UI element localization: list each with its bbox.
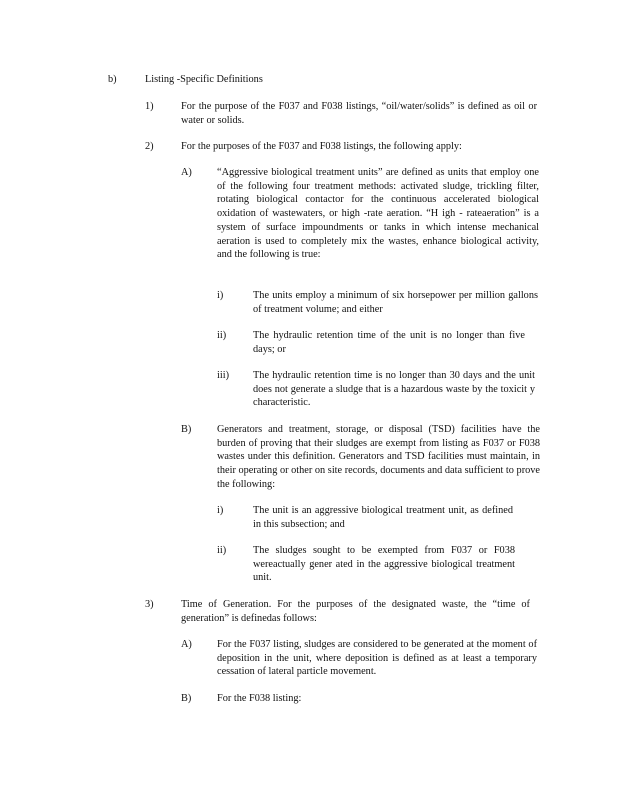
- item-2-b-i-text: The unit is an aggressive biological treatment unit, as defined in this subsection; and: [253, 505, 513, 530]
- item-3-a-text: For the F037 listing, sludges are considered to be generated at the moment of deposition in the unit, where deposition is defined as at least a temporary cessation of lateral particle movement.: [217, 639, 537, 678]
- item-2-a-iii-text: The hydraulic retention time is no longer than 30 days and the unit does not generate a sludge that is a hazardous waste by the toxicit y characteristic.: [253, 370, 535, 409]
- item-2-a-text: “Aggressive biological treatment units” are defined as units that employ one of the following four treatment methods: activated sludge, trickling filter, rotating biological contactor for the continuous accelerated biological oxidation of wastewaters, or high -rate aeration. “H igh - rateaeration” is a system of surface impoundments or tanks in which intense mechanical aeration is used to completely mix the wastes, enhance biological activity, and the following is true:: [217, 167, 539, 261]
- item-2-label: 2): [145, 141, 154, 152]
- item-2-text: For the purposes of the F037 and F038 listings, the following apply:: [181, 141, 462, 152]
- item-3-a-label: A): [181, 639, 192, 650]
- item-2-b-ii-text: The sludges sought to be exempted from F037 or F038 wereactually gener ated in the aggressive biological treatment unit.: [253, 545, 515, 584]
- item-3-label: 3): [145, 599, 154, 610]
- item-2-a-label: A): [181, 167, 192, 178]
- item-1-text: For the purpose of the F037 and F038 listings, “oil/water/solids” is defined as oil or water or solids.: [181, 101, 537, 126]
- item-2-a-ii-label: ii): [217, 330, 227, 341]
- item-3-b-label: B): [181, 693, 192, 704]
- item-2-b-label: B): [181, 424, 192, 435]
- item-2-a-i-text: The units employ a minimum of six horsepower per million gallons of treatment volume; and either: [253, 290, 538, 315]
- section-b-label: b): [108, 74, 117, 85]
- item-2-a-i-label: i): [217, 290, 224, 301]
- item-2-b-i-label: i): [217, 505, 224, 516]
- item-2-b-text: Generators and treatment, storage, or disposal (TSD) facilities have the burden of proving that their sludges are exempt from listing as F037 or F038 wastes under this definition. Generators and TSD facilities must maintain, in their operating or other on site records, documents and data sufficient to prove the following:: [217, 424, 540, 490]
- item-2-a-iii-label: iii): [217, 370, 230, 381]
- section-b-title: Listing -Specific Definitions: [145, 74, 263, 85]
- item-2-b-ii-label: ii): [217, 545, 227, 556]
- item-3-b-text: For the F038 listing:: [217, 693, 302, 704]
- item-2-a-ii-text: The hydraulic retention time of the unit is no longer than five days; or: [253, 330, 525, 355]
- item-3-text: Time of Generation. For the purposes of the designated waste, the “time of generation” is definedas follows:: [181, 599, 530, 624]
- item-1-label: 1): [145, 101, 154, 112]
